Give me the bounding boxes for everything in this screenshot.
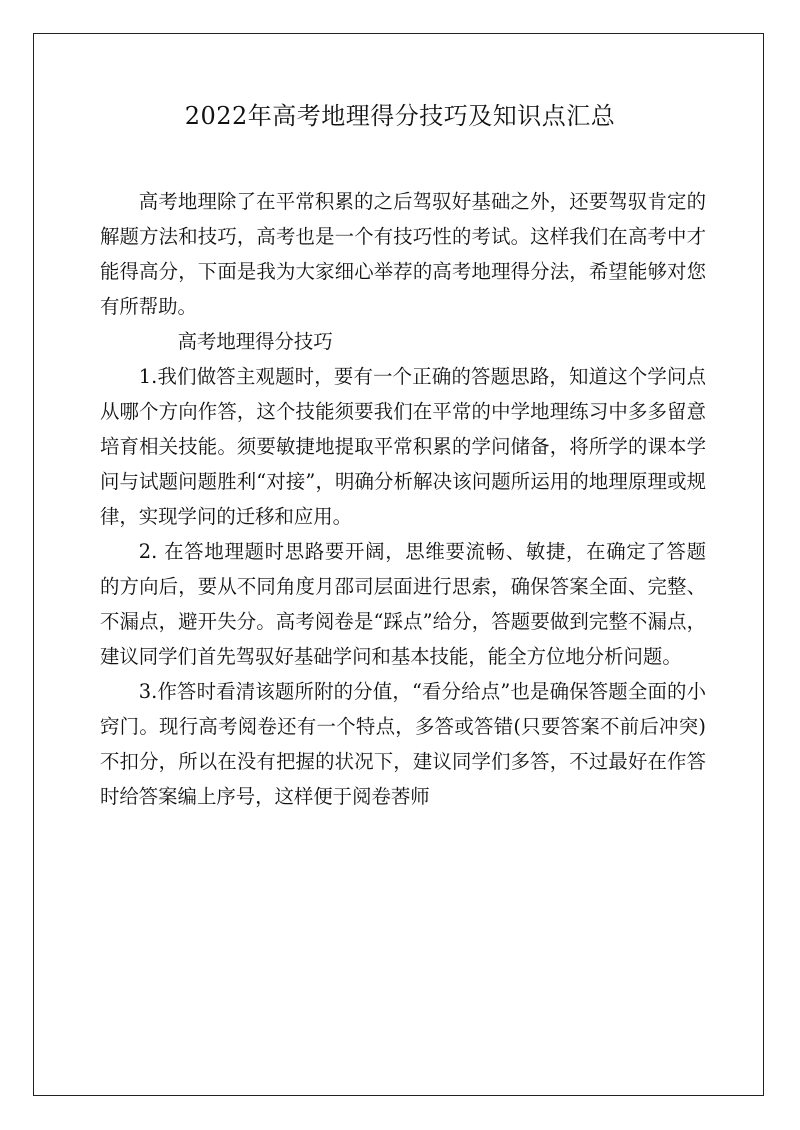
tip-paragraph-1: 1.我们做答主观题时，要有一个正确的答题思路，知道这个学问点从哪个方向作答，这个技能须要我们在平常的中学地理练习中多多留意培育相关技能。须要敏捷地提取平常积累的学问储备，将所学的课本学问与试题问题胜利“对接”，明确分析解决该问题所运用的地理原理或规律，实现学问的迁移和应用。 — [100, 365, 706, 528]
tip-paragraph-2: 2. 在答地理题时思路要开阔，思维要流畅、敏捷，在确定了答题的方向后，要从不同角度月邵司层面进行思索，确保答案全面、完整、不漏点，避开失分。高考阅卷是“踩点”给分，答题要做到完整不漏点，建议同学们首先驾驭好基础学问和基本技能，能全方位地分析问题。 — [100, 540, 706, 668]
intro-paragraph: 高考地理除了在平常积累的之后驾驭好基础之外，还要驾驭肯定的解题方法和技巧，高考也是一个有技巧性的考试。这样我们在高考中才能得高分，下面是我为大家细心举荐的高考地理得分法，希望能够对您有所帮助。 — [100, 190, 706, 318]
tip-paragraph-3: 3.作答时看清该题所附的分值，“看分给点”也是确保答题全面的小窍门。现行高考阅卷还有一个特点，多答或答错(只要答案不前后冲突)不扣分，所以在没有把握的状况下，建议同学们多答，不过最好在作答时给答案编上序号，这样便于阅卷莕师 — [100, 680, 706, 808]
section-heading: 高考地理得分技巧 — [177, 330, 333, 353]
document-body — [100, 184, 706, 814]
document-title: 2022年高考地理得分技巧及知识点汇总 — [184, 102, 616, 130]
